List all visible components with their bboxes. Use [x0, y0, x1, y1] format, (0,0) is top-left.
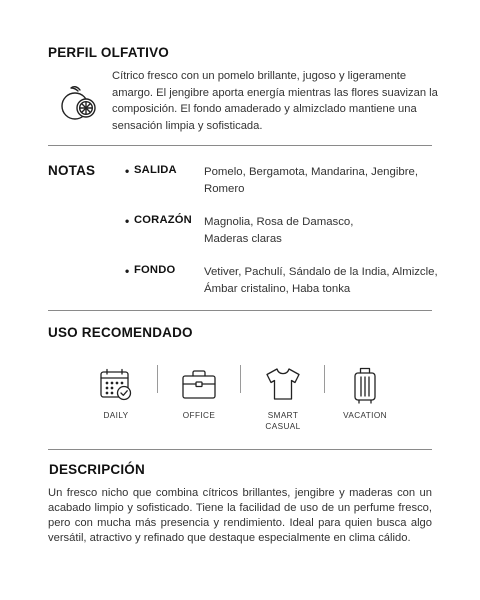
separator	[324, 365, 325, 393]
perfil-text: Cítrico fresco con un pomelo brillante, jugoso y ligeramente amargo. El jengibre aporta energía mientras las flores suavizan la composición. El fondo amaderado y almizclado mantiene una sensación limpia y sofisticada.	[112, 70, 438, 132]
note-row-corazon	[125, 214, 445, 250]
use-label-smart-casual: SMART CASUAL	[265, 411, 301, 431]
suitcase-icon	[333, 366, 397, 406]
use-item-daily	[84, 366, 148, 421]
note-value-salida: Pomelo, Bergamota, Mandarina, Jengibre, Romero	[204, 166, 419, 195]
note-label-fondo: FONDO	[134, 264, 176, 276]
note-row-salida	[125, 164, 445, 200]
use-item-smart-casual	[251, 366, 315, 432]
descripcion-text: Un fresco nicho que combina cítricos brillantes, jengibre y maderas con un acabado limpio y sofisticado. Tiene la facilidad de uso de un perfume fresco, pero con mucha más presencia y rendimiento. Ideal para quien busca algo versátil, atractivo y refinado que destaque especialmente en clima cálido.	[48, 487, 432, 544]
separator	[240, 365, 241, 393]
separator	[157, 365, 158, 393]
bullet: •	[125, 164, 130, 178]
divider	[48, 145, 432, 146]
briefcase-icon	[167, 366, 231, 402]
descripcion-title: DESCRIPCIÓN	[49, 462, 145, 477]
use-item-vacation	[333, 366, 397, 421]
note-row-fondo	[125, 264, 445, 300]
bullet: •	[125, 264, 130, 278]
calendar-check-icon	[84, 366, 148, 402]
divider	[48, 449, 432, 450]
note-value-corazon: Magnolia, Rosa de Damasco, Maderas claras	[204, 216, 354, 245]
note-value-fondo: Vetiver, Pachulí, Sándalo de la India, Almizcle, Ámbar cristalino, Haba tonka	[204, 266, 438, 295]
bullet: •	[125, 214, 130, 228]
use-label-daily: DAILY	[103, 411, 129, 420]
uso-title: USO RECOMENDADO	[48, 325, 193, 340]
notas-title: NOTAS	[48, 163, 96, 178]
use-item-office	[167, 366, 231, 421]
note-label-corazon: CORAZÓN	[134, 214, 192, 226]
note-label-salida: SALIDA	[134, 164, 177, 176]
use-label-office: OFFICE	[182, 411, 216, 420]
grapefruit-icon	[58, 82, 100, 124]
perfil-title: PERFIL OLFATIVO	[48, 45, 170, 60]
divider	[48, 310, 432, 311]
use-label-vacation: VACATION	[343, 411, 387, 420]
tshirt-icon	[251, 366, 315, 402]
